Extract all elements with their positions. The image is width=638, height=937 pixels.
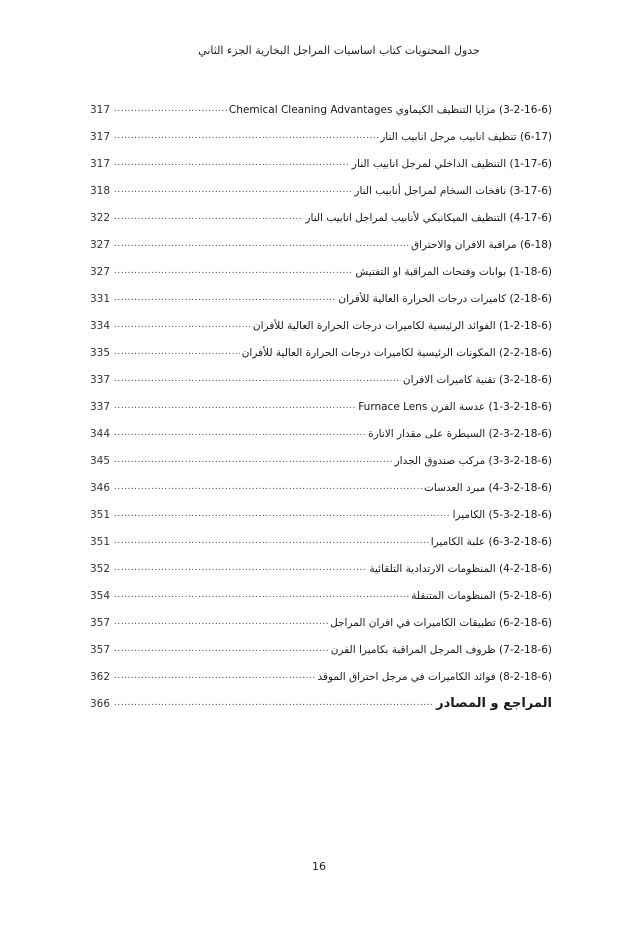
toc-entry[interactable]	[90, 204, 552, 231]
toc-entry-title: (3-3-2-18-6) مركب صندوق الجدار	[394, 454, 552, 467]
toc-page-number: 331	[90, 292, 111, 305]
toc-entry-title: (6-2-18-6) تطبيقات الكاميرات في افران المراجل	[330, 616, 552, 629]
toc-page-number: 357	[90, 643, 111, 656]
toc-leader-dots	[114, 645, 329, 654]
toc-entry-title: (6-3-2-18-6) علبة الكاميرا	[430, 535, 552, 548]
toc-page-number: 362	[90, 670, 111, 683]
toc-entry[interactable]	[90, 474, 552, 501]
toc-entry-title: (1-17-6) التنظيف الداخلي لمرجل انابيب النار	[351, 157, 552, 170]
toc-entry-title: (6-18) مراقبة الافران والاحتراق	[410, 238, 552, 251]
toc-leader-dots	[114, 186, 352, 195]
toc-leader-dots	[114, 213, 303, 222]
toc-entry[interactable]	[90, 312, 552, 339]
toc-entry[interactable]	[90, 663, 552, 690]
toc-entry[interactable]	[90, 528, 552, 555]
toc-leader-dots	[114, 402, 356, 411]
toc-entry[interactable]	[90, 636, 552, 663]
toc-entry-title: (5-2-18-6) المنظومات المتنقلة	[411, 589, 552, 602]
toc-page-number: 352	[90, 562, 111, 575]
toc-entry-title: (1-18-6) بوابات وفتحات المراقبة او التفتيش	[355, 265, 552, 278]
toc-leader-dots	[114, 267, 353, 276]
toc-page-number: 345	[90, 454, 111, 467]
toc-leader-dots	[114, 564, 367, 573]
toc-page-number: 357	[90, 616, 111, 629]
toc-leader-dots	[114, 591, 409, 600]
toc-entry[interactable]	[90, 582, 552, 609]
toc-entry-title: (4-17-6) التنظيف الميكانيكي لأنابيب لمراجل انابيب النار	[305, 211, 552, 224]
toc-leader-dots	[114, 294, 336, 303]
toc-entry[interactable]	[90, 96, 552, 123]
toc-page-number: 346	[90, 481, 111, 494]
toc-page-number: 318	[90, 184, 111, 197]
toc-leader-dots	[114, 699, 434, 708]
toc-leader-dots	[114, 510, 451, 519]
toc-leader-dots	[114, 240, 409, 249]
toc-entry[interactable]	[90, 420, 552, 447]
page-header	[0, 44, 638, 57]
toc-page-number: 354	[90, 589, 111, 602]
toc-leader-dots	[114, 321, 251, 330]
toc-leader-dots	[114, 375, 401, 384]
table-of-contents	[90, 96, 552, 717]
toc-entry[interactable]	[90, 393, 552, 420]
toc-page-number: 317	[90, 157, 111, 170]
toc-entry[interactable]	[90, 690, 552, 717]
toc-page-number: 337	[90, 400, 111, 413]
toc-entry-title: (3-17-6) نافخات السخام لمراجل أنابيب النار	[354, 184, 552, 197]
toc-page-number: 322	[90, 211, 111, 224]
toc-entry[interactable]	[90, 555, 552, 582]
toc-page-number: 344	[90, 427, 111, 440]
toc-entry[interactable]	[90, 231, 552, 258]
toc-page-number: 366	[90, 697, 111, 710]
toc-leader-dots	[114, 132, 378, 141]
toc-entry[interactable]	[90, 339, 552, 366]
toc-leader-dots	[114, 348, 240, 357]
toc-entry[interactable]	[90, 258, 552, 285]
toc-page-number: 327	[90, 265, 111, 278]
toc-entry[interactable]	[90, 123, 552, 150]
toc-leader-dots	[114, 429, 366, 438]
toc-page-number: 337	[90, 373, 111, 386]
toc-entry[interactable]	[90, 366, 552, 393]
toc-entry[interactable]	[90, 285, 552, 312]
toc-leader-dots	[114, 483, 422, 492]
toc-entry-title: (6-17) تنظيف انابيب مرجل انابيب النار	[380, 130, 552, 143]
toc-entry-title: (8-2-18-6) فوائد الكاميرات في مرجل احتراق الموقد	[317, 670, 552, 683]
toc-page-number: 335	[90, 346, 111, 359]
toc-entry-title: (4-3-2-18-6) مبرد العدسات	[424, 481, 552, 494]
toc-entry-title: (2-3-2-18-6) السيطرة على مقدار الانارة	[368, 427, 552, 440]
toc-entry[interactable]	[90, 609, 552, 636]
toc-entry-title: (4-2-18-6) المنظومات الارتدادية التلقائية	[369, 562, 552, 575]
toc-entry-title: (1-2-18-6) الفوائد الرئيسية لكاميرات درجات الحرارة العالية للأفران	[252, 319, 552, 332]
toc-leader-dots	[114, 672, 315, 681]
toc-page-number: 334	[90, 319, 111, 332]
toc-entry-title: (5-3-2-18-6) الكاميرا	[452, 508, 552, 521]
toc-entry-title: (1-3-2-18-6) عدسة الفرن Furnace Lens	[358, 400, 552, 413]
toc-entry-title: (2-2-18-6) المكونات الرئيسية لكاميرات درجات الحرارة العالية للأفران	[241, 346, 552, 359]
toc-leader-dots	[114, 537, 429, 546]
toc-entry[interactable]	[90, 501, 552, 528]
toc-entry-title: المراجع و المصادر	[436, 696, 552, 711]
toc-page-number: 317	[90, 103, 111, 116]
toc-page-number: 327	[90, 238, 111, 251]
toc-entry-title: (2-18-6) كاميرات درجات الحرارة العالية للأفران	[338, 292, 552, 305]
toc-entry[interactable]	[90, 447, 552, 474]
toc-leader-dots	[114, 456, 393, 465]
toc-page-number: 351	[90, 508, 111, 521]
toc-entry-title: (7-2-18-6) ظروف المرجل المراقبة بكاميرا الفرن	[330, 643, 552, 656]
toc-entry-title: (3-2-18-6) تقنية كاميرات الافران	[402, 373, 552, 386]
toc-leader-dots	[114, 105, 227, 114]
toc-entry[interactable]	[90, 150, 552, 177]
header-title: جدول المحتويات كتاب اساسيات المراجل البخارية الجزء الثاني	[198, 44, 480, 57]
toc-entry[interactable]	[90, 177, 552, 204]
toc-page-number: 351	[90, 535, 111, 548]
toc-entry-title: (3-2-16-6) مزايا التنظيف الكيماوي Chemical Cleaning Advantages	[228, 103, 552, 116]
toc-page-number: 317	[90, 130, 111, 143]
page-number: 16	[312, 860, 326, 873]
toc-leader-dots	[114, 159, 350, 168]
toc-leader-dots	[114, 618, 328, 627]
